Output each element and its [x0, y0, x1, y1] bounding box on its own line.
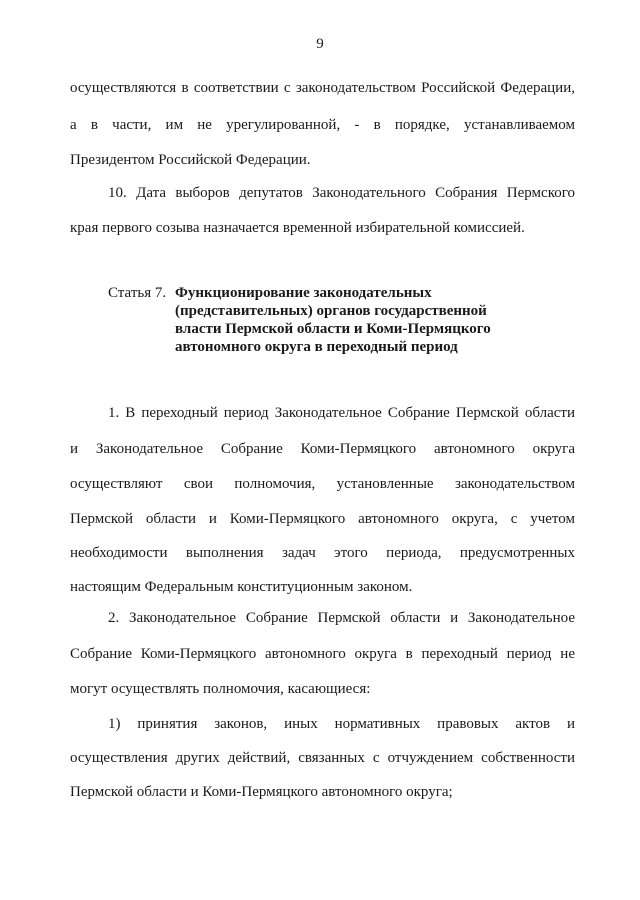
- item-1-line-1: 1) принятия законов, иных нормативных правовых актов и: [108, 716, 575, 732]
- page-number: 9: [316, 36, 324, 52]
- paragraph-1-line-1: 1. В переходный период Законодательное Собрание Пермской области: [108, 405, 575, 421]
- article-title-line: Функционирование законодательных: [175, 285, 432, 301]
- article-title: [175, 284, 535, 356]
- text-line: Президентом Российской Федерации.: [70, 152, 311, 168]
- article-title-line: автономного округа в переходный период: [175, 339, 458, 355]
- paragraph-10-line-2: края первого созыва назначается временной избирательной комиссией.: [70, 220, 525, 236]
- paragraph-1-line-3: осуществляют свои полномочия, установленные законодательством: [70, 476, 575, 492]
- paragraph-1-line-4: Пермской области и Коми-Пермяцкого автономного округа, с учетом: [70, 511, 575, 527]
- article-title-line: (представительных) органов государственной: [175, 303, 487, 319]
- text-line: осуществляются в соответствии с законодательством Российской Федерации,: [70, 80, 575, 96]
- paragraph-2-line-1: 2. Законодательное Собрание Пермской области и Законодательное: [108, 610, 575, 626]
- item-1-line-3: Пермской области и Коми-Пермяцкого автономного округа;: [70, 784, 453, 800]
- paragraph-2-line-3: могут осуществлять полномочия, касающиеся:: [70, 681, 371, 697]
- text-line: а в части, им не урегулированной, - в порядке, устанавливаемом: [70, 117, 575, 133]
- article-title-line: власти Пермской области и Коми-Пермяцкого: [175, 321, 491, 337]
- paragraph-1-line-6: настоящим Федеральным конституционным законом.: [70, 579, 413, 595]
- item-1-line-2: осуществления других действий, связанных с отчуждением собственности: [70, 750, 575, 766]
- paragraph-2-line-2: Собрание Коми-Пермяцкого автономного округа в переходный период не: [70, 646, 575, 662]
- paragraph-1-line-2: и Законодательное Собрание Коми-Пермяцкого автономного округа: [70, 441, 575, 457]
- article-label: Статья 7.: [108, 285, 167, 301]
- paragraph-10-line-1: 10. Дата выборов депутатов Законодательного Собрания Пермского: [108, 185, 575, 201]
- paragraph-1-line-5: необходимости выполнения задач этого периода, предусмотренных: [70, 545, 575, 561]
